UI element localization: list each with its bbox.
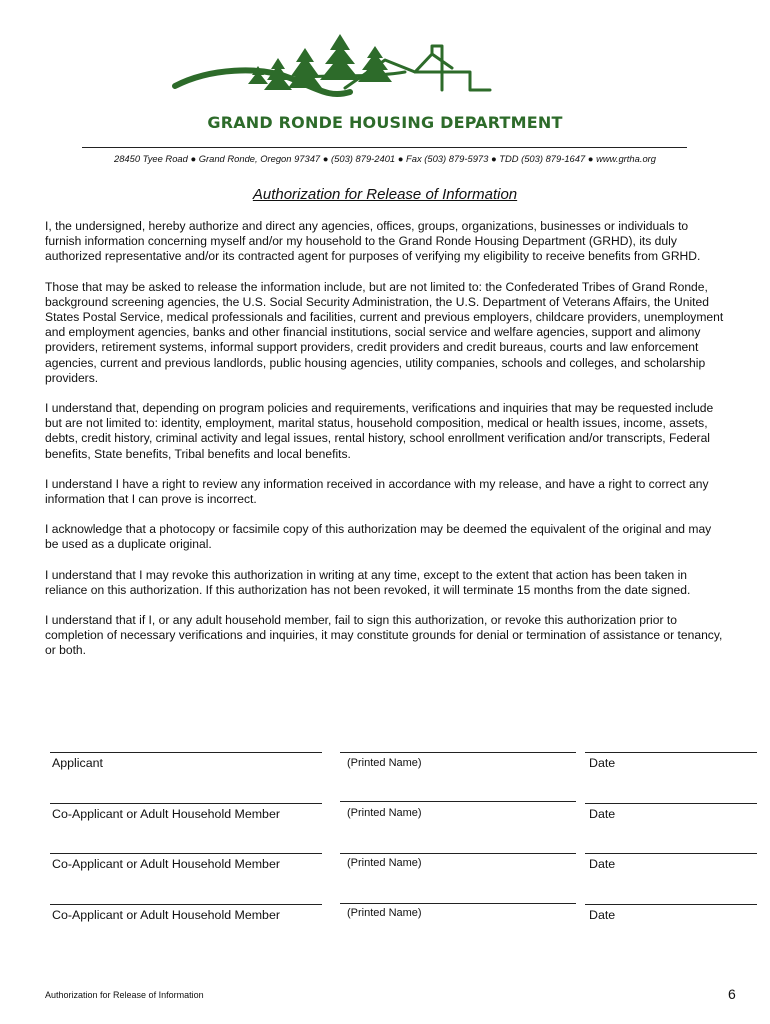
co-applicant-2-date-line[interactable] — [585, 853, 757, 854]
paragraph-revoke: I understand that I may revoke this authorization in writing at any time, except to the extent that action has been taken in reliance on this authorization. If this authorization has not been revoked, it will terminate 15 months from the date signed. — [45, 567, 691, 597]
applicant-label: Applicant — [52, 756, 103, 770]
co-applicant-1-signature-line[interactable] — [50, 803, 322, 804]
footer-label: Authorization for Release of Information — [45, 990, 204, 1000]
paragraph-right-to-review: I understand I have a right to review any information received in accordance with my release, and have a right to correct any information that I can prove is incorrect. — [45, 476, 709, 507]
page-number: 6 — [728, 986, 736, 1002]
co-applicant-1-date-line[interactable] — [585, 803, 757, 804]
applicant-printed-name-label: (Printed Name) — [347, 757, 422, 769]
co-applicant-3-signature-line[interactable] — [50, 904, 322, 905]
applicant-signature-line[interactable] — [50, 752, 322, 753]
applicant-date-label: Date — [589, 756, 616, 770]
paragraph-verifications: I understand that, depending on program policies and requirements, verifications and inquiries that may be requested include but are not limited to: identity, employment, marital status, household composition, medical or health issues, income, assets, debts, credit history, criminal activity and legal issues, rental history, school enrollment verification and/or transcripts, Federal benefits, State benefits, Tribal benefits and local benefits. — [45, 401, 714, 461]
header-divider — [82, 147, 687, 148]
co-applicant-2-printed-name-line[interactable] — [340, 853, 576, 854]
grhd-logo — [170, 28, 630, 106]
co-applicant-2-signature-line[interactable] — [50, 853, 322, 854]
co-applicant-2-date-label: Date — [589, 857, 616, 871]
paragraph-release-sources: Those that may be asked to release the information include, but are not limited to: the Confederated Tribes of Grand Ronde, background screening agencies, the U.S. Social Security Administration, the U.S. Department of Veterans Affairs, the United States Postal Service, medical professionals and facilities, current and previous employers, childcare providers, unemployment and employment agencies, banks and other financial institutions, social service and welfare agencies, support and alimony providers, retirement systems, informal support providers, credit providers and credit bureaus, courts and law enforcement agencies, current and previous landlords, public housing agencies, utility companies, schools and colleges, and scholarship providers. — [45, 279, 724, 385]
organization-name: GRAND RONDE HOUSING DEPARTMENT — [207, 113, 563, 132]
co-applicant-3-date-line[interactable] — [585, 904, 757, 905]
paragraph-denial: I understand that if I, or any adult household member, fail to sign this authorization, or revoke this authorization prior to completion of necessary verifications and inquiries, it may constitute grounds for denial or termination of assistance or tenancy, or both. — [45, 613, 723, 658]
co-applicant-2-printed-name-label: (Printed Name) — [347, 857, 422, 869]
co-applicant-3-date-label: Date — [589, 908, 616, 922]
applicant-date-line[interactable] — [585, 752, 757, 753]
co-applicant-1-printed-name-label: (Printed Name) — [347, 807, 422, 819]
paragraph-authorization: I, the undersigned, hereby authorize and direct any agencies, offices, groups, organizations, businesses or individuals to furnish information concerning myself and/or my household to the Grand Ronde Housing Department (GRHD), its duly authorized representative and/or its contracted agent for purposes of verifying my eligibility to receive benefits from GRHD. — [45, 219, 701, 264]
co-applicant-1-printed-name-line[interactable] — [340, 801, 576, 802]
document-body — [45, 219, 725, 674]
co-applicant-3-printed-name-label: (Printed Name) — [347, 907, 422, 919]
applicant-printed-name-line[interactable] — [340, 752, 576, 753]
document-title: Authorization for Release of Information — [252, 186, 518, 203]
paragraph-photocopy: I acknowledge that a photocopy or facsimile copy of this authorization may be deemed the equivalent of the original and may be used as a duplicate original. — [45, 522, 712, 552]
co-applicant-3-label: Co-Applicant or Adult Household Member — [52, 908, 280, 922]
co-applicant-3-printed-name-line[interactable] — [340, 903, 576, 904]
co-applicant-1-label: Co-Applicant or Adult Household Member — [52, 807, 280, 821]
co-applicant-2-label: Co-Applicant or Adult Household Member — [52, 857, 280, 871]
co-applicant-1-date-label: Date — [589, 807, 616, 821]
organization-address: 28450 Tyee Road ● Grand Ronde, Oregon 97347 ● (503) 879-2401 ● Fax (503) 879-5973 ● TDD (503) 879-1647 ● www.grtha.org — [114, 153, 656, 164]
